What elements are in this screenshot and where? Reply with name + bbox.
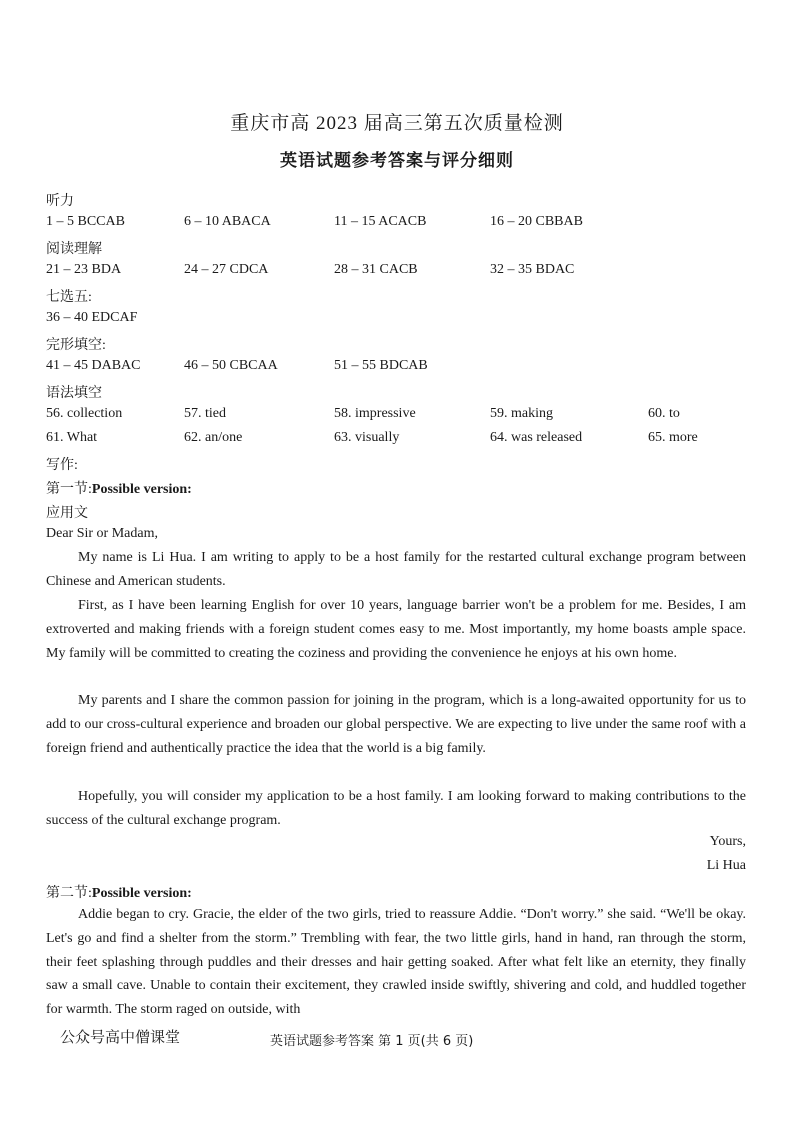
story-paragraph: Addie began to cry. Gracie, the elder of the two girls, tried to reassure Addie. “Don't worry.” she said. “We'll be okay. Let's go and find a shelter from the storm.” Trembling with fear, the two little girls, hand in hand, ran through the storm, their feet splashing through puddles and their dresses and hair getting soaked. After what felt like an eternity, they finally saw a small cave. Unable to contain their excitement, they crawled inside swiftly, shivering and cold, and huddled together for warmth. The storm raged on outside, with [46, 907, 746, 1018]
section-label-seven-choose-five: 七选五: [46, 290, 92, 305]
answer-group: 24 – 27 CDCA [184, 262, 269, 277]
part1-prefix: 第一节: [46, 482, 92, 497]
grammar-answer: 65. more [648, 430, 698, 445]
grammar-answer: 64. was released [490, 430, 583, 445]
grammar-answer: 61. What [46, 430, 98, 445]
section-label-grammar: 语法填空 [46, 386, 102, 401]
grammar-answer: 59. making [490, 406, 553, 421]
answer-group: 11 – 15 ACACB [334, 214, 427, 229]
part2-version-label: Possible version: [91, 886, 192, 901]
answer-group: 6 – 10 ABACA [184, 214, 271, 229]
part2-prefix: 第二节: [46, 886, 92, 901]
part1-type: 应用文 [46, 506, 88, 521]
grammar-answer: 63. visually [334, 430, 400, 445]
answer-group: 41 – 45 DABAC [46, 358, 141, 373]
letter-paragraph: My parents and I share the common passion for joining in the program, which is a long-awaited opportunity for us to add to our cross-cultural experience and broaden our global perspective. We are expecting to live under the same roof with a foreign friend and authentically practice the idea that the world is a big family. [46, 693, 746, 756]
letter-salutation: Dear Sir or Madam, [46, 526, 158, 541]
grammar-answer: 57. tied [184, 406, 226, 421]
letter-paragraph: My name is Li Hua. I am writing to apply to be a host family for the restarted cultural exchange program between Chinese and American students. [46, 550, 746, 589]
answer-group: 51 – 55 BDCAB [334, 358, 428, 373]
section-label-cloze: 完形填空: [46, 338, 106, 353]
letter-closing: Yours, [709, 834, 746, 849]
letter-paragraph: Hopefully, you will consider my application to be a host family. I am looking forward to making contributions to the success of the cultural exchange program. [46, 789, 746, 828]
document-subtitle: 英语试题参考答案与评分细则 [280, 151, 514, 171]
letter-paragraph: First, as I have been learning English for over 10 years, language barrier won't be a problem for me. Besides, I am extroverted and making friends with a foreign student comes easy to me. Most importantly, my home boasts ample space. My family will be committed to creating the coziness and providing the convenience he enjoys at his own home. [46, 598, 746, 661]
section-label-listening: 听力 [46, 194, 74, 209]
section-label-reading: 阅读理解 [46, 242, 102, 257]
writing-part1-heading [46, 478, 192, 498]
answer-group: 21 – 23 BDA [46, 262, 122, 277]
letter-signature: Li Hua [706, 858, 746, 873]
answer-group: 32 – 35 BDAC [490, 262, 575, 277]
answer-group: 28 – 31 CACB [334, 262, 418, 277]
grammar-answer: 62. an/one [184, 430, 243, 445]
grammar-answer: 58. impressive [334, 406, 416, 421]
part1-version-label: Possible version: [91, 482, 192, 497]
page-footer: 英语试题参考答案 第 1 页(共 6 页) [270, 1034, 474, 1049]
answer-group: 16 – 20 CBBAB [490, 214, 583, 229]
answer-group: 46 – 50 CBCAA [184, 358, 278, 373]
answer-group: 36 – 40 EDCAF [46, 310, 138, 325]
document-title: 重庆市高 2023 届高三第五次质量检测 [230, 113, 564, 134]
grammar-answer: 60. to [648, 406, 680, 421]
footer-watermark-text: 公众号高中僧课堂 [60, 1028, 181, 1046]
answer-group: 1 – 5 BCCAB [46, 214, 125, 229]
grammar-answer: 56. collection [46, 406, 123, 421]
section-label-writing: 写作: [46, 458, 78, 473]
writing-part2-heading [46, 882, 192, 902]
